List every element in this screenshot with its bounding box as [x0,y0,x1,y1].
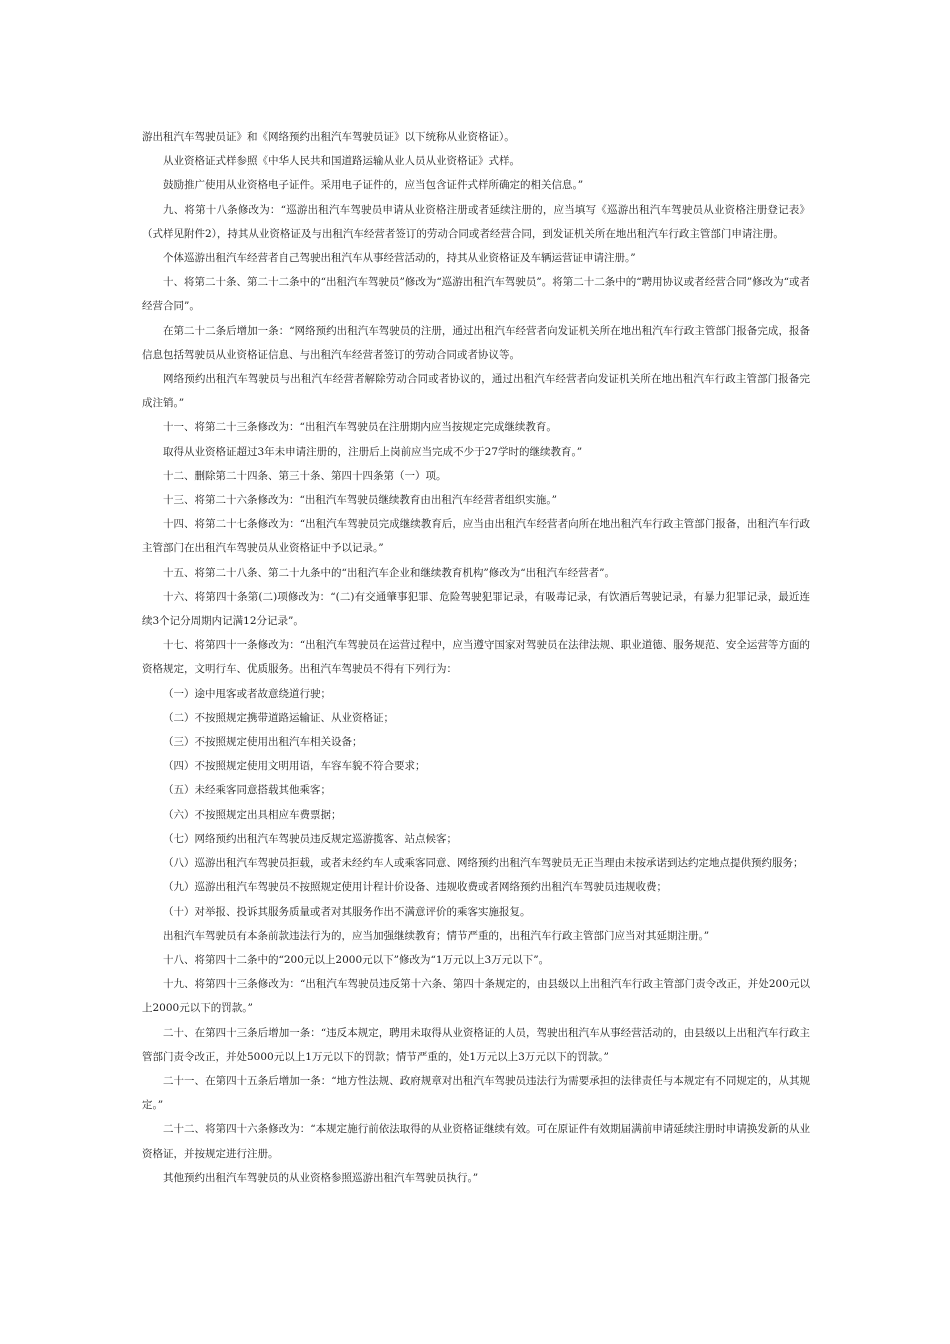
paragraph: 在第二十二条后增加一条：“网络预约出租汽车驾驶员的注册，通过出租汽车经营者向发证机关所在地出租汽车行政主管部门报备完成，报备信息包括驾驶员从业资格证信息、与出租汽车经营者签订的劳动合同或者协议等。 [142,324,810,361]
paragraph: 二十二、将第四十六条修改为：“本规定施行前依法取得的从业资格证继续有效。可在原证件有效期届满前申请延续注册时申请换发新的从业资格证，并按规定进行注册。 [142,1123,810,1160]
paragraph: 十六、将第四十条第(二)项修改为：“(二)有交通肇事犯罪、危险驾驶犯罪记录，有吸毒记录，有饮酒后驾驶记录，有暴力犯罪记录，最近连续3个记分周期内记满12分记录”。 [142,590,810,628]
paragraph: 个体巡游出租汽车经营者自己驾驶出租汽车从事经营活动的，持其从业资格证及车辆运营证申请注册。” [163,252,636,265]
paragraph: 游出租汽车驾驶员证》和《网络预约出租汽车驾驶员证》以下统称从业资格证）。 [142,131,515,143]
paragraph: （五）未经乘客同意搭载其他乘客； [163,784,331,797]
paragraph: 十一、将第二十三条修改为：“出租汽车驾驶员在注册期内应当按规定完成继续教育。 [163,421,557,434]
paragraph: （六）不按照规定出具相应车费票据； [163,808,342,821]
paragraph: 九、将第十八条修改为：“巡游出租汽车驾驶员申请从业资格注册或者延续注册的，应当填写《巡游出租汽车驾驶员从业资格注册登记表》（式样见附件2），持其从业资格证及与出租汽车经营者签订的劳动合同或者经营合同，到发证机关所在地出租汽车行政主管部门申请注册。 [142,203,810,240]
paragraph: 取得从业资格证超过3年未申请注册的，注册后上岗前应当完成不少于27学时的继续教育。” [163,445,583,458]
paragraph: 十四、将第二十七条修改为：“出租汽车驾驶员完成继续教育后，应当由出租汽车经营者向所在地出租汽车行政主管部门报备，出租汽车行政主管部门在出租汽车驾驶员从业资格证中予以记录。” [142,518,810,555]
paragraph: 十二、删除第二十四条、第三十条、第四十四条第（一）项。 [163,469,447,482]
paragraph: 十、将第二十条、第二十二条中的“出租汽车驾驶员”修改为“巡游出租汽车驾驶员”。将第二十二条中的“聘用协议或者经营合同”修改为“或者经营合同”。 [142,276,810,313]
document-body [142,125,810,1190]
paragraph: 十七、将第四十一条修改为：“出租汽车驾驶员在运营过程中，应当遵守国家对驾驶员在法律法规、职业道德、服务规范、安全运营等方面的资格规定，文明行车、优质服务。出租汽车驾驶员不得有下列行为： [142,639,810,676]
paragraph: 二十一、在第四十五条后增加一条：“地方性法规、政府规章对出租汽车驾驶员违法行为需要承担的法律责任与本规定有不同规定的，从其规定。” [142,1074,810,1112]
paragraph: （九）巡游出租汽车驾驶员不按照规定使用计程计价设备、违规收费或者网络预约出租汽车驾驶员违规收费； [163,881,667,894]
paragraph: 二十、在第四十三条后增加一条：“违反本规定，聘用未取得从业资格证的人员，驾驶出租汽车从事经营活动的，由县级以上出租汽车行政主管部门责令改正，并处5000元以上1万元以下的罚款；情节严重的，处1万元以上3万元以下的罚款。” [142,1026,810,1063]
paragraph: （八）巡游出租汽车驾驶员拒载，或者未经约车人或乘客同意、网络预约出租汽车驾驶员无正当理由未按承诺到达约定地点提供预约服务； [163,857,804,870]
paragraph: 鼓励推广使用从业资格电子证件。采用电子证件的，应当包含证件式样所确定的相关信息。” [163,179,584,192]
paragraph: （一）途中甩客或者故意绕道行驶； [163,687,331,700]
paragraph: （四）不按照规定使用文明用语，车容车貌不符合要求； [163,760,426,773]
paragraph: 从业资格证式样参照《中华人民共和国道路运输从业人员从业资格证》式样。 [163,155,520,168]
paragraph: （十）对举报、投诉其服务质量或者对其服务作出不满意评价的乘客实施报复。 [163,905,531,918]
paragraph: 其他预约出租汽车驾驶员的从业资格参照巡游出租汽车驾驶员执行。” [163,1171,479,1184]
paragraph: 十三、将第二十六条修改为：“出租汽车驾驶员继续教育由出租汽车经营者组织实施。” [163,494,557,507]
paragraph: 出租汽车驾驶员有本条前款违法行为的，应当加强继续教育；情节严重的，出租汽车行政主管部门应当对其延期注册。” [163,929,710,942]
paragraph: （二）不按照规定携带道路运输证、从业资格证； [163,711,394,724]
paragraph: 十八、将第四十二条中的“200元以上2000元以下”修改为“1万元以上3万元以下”。 [163,953,550,966]
paragraph: （三）不按照规定使用出租汽车相关设备； [163,736,363,749]
paragraph: 网络预约出租汽车驾驶员与出租汽车经营者解除劳动合同或者协议的，通过出租汽车经营者向发证机关所在地出租汽车行政主管部门报备完成注销。” [142,373,810,410]
paragraph: 十九、将第四十三条修改为：“出租汽车驾驶员违反第十六条、第四十条规定的，由县级以上出租汽车行政主管部门责令改正，并处200元以上2000元以下的罚款。” [142,978,810,1015]
paragraph: 十五、将第二十八条、第二十九条中的“出租汽车企业和继续教育机构”修改为“出租汽车经营者”。 [163,566,615,579]
paragraph: （七）网络预约出租汽车驾驶员违反规定巡游揽客、站点候客； [163,832,457,845]
